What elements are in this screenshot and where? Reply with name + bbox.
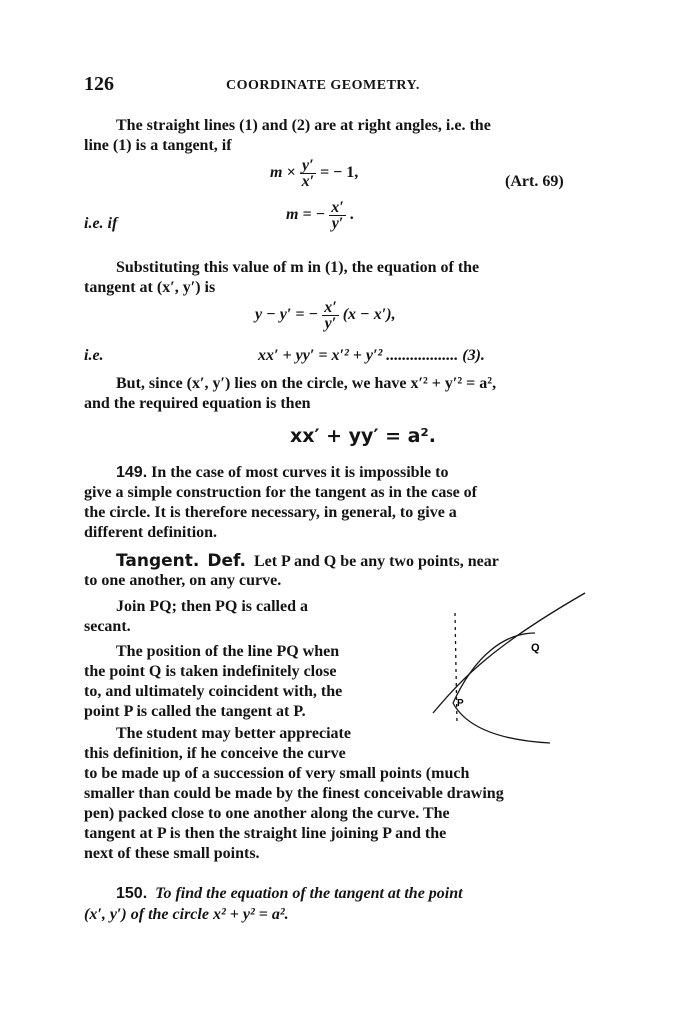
para2-line1: Substituting this value of m in (1), the equation of the xyxy=(116,259,480,276)
eq2-lhs: m = − xyxy=(286,206,326,224)
tangent-def-line2: to one another, on any curve. xyxy=(84,572,282,589)
tangent-def-line6: the point Q is taken indefinitely close xyxy=(84,663,337,680)
tangent-def-line15: next of these small points. xyxy=(84,845,260,862)
tangent-def-line12: smaller than could be made by the finest conceivable drawing xyxy=(84,785,504,802)
eq2-tail: . xyxy=(349,206,354,224)
eq1-lhs: m × xyxy=(270,164,296,182)
eq1-rhs: = − 1, xyxy=(320,164,359,182)
art-reference: (Art. 69) xyxy=(505,173,564,190)
tangent-def-line13: pen) packed close to one another along the curve. The xyxy=(84,805,450,822)
label-p: P xyxy=(457,698,464,709)
tangent-def-line8: point P is called the tangent at P. xyxy=(84,703,306,720)
para2-line2: tangent at (x′, y′) is xyxy=(84,279,216,296)
eq3-lhs: y − y′ = − xyxy=(255,306,319,324)
sec149-number: 149. xyxy=(116,464,148,481)
page-number: 126 xyxy=(84,73,114,95)
sec149-line1-text: In the case of most curves it is impossible to xyxy=(151,464,449,481)
para1-line2: line (1) is a tangent, if xyxy=(84,137,232,154)
curve-lower xyxy=(453,703,550,743)
def-label: Def. xyxy=(207,551,246,571)
tangent-term: Tangent. xyxy=(116,551,200,571)
tangent-def-line14: tangent at P is then the straight line joining P and the xyxy=(84,825,447,842)
eq3-fraction xyxy=(322,300,339,331)
secant-line xyxy=(433,593,585,713)
tangent-figure xyxy=(425,585,600,760)
tangent-def-line11: to be made up of a succession of very small points (much xyxy=(84,765,470,782)
equation-2 xyxy=(286,200,354,231)
curve-upper xyxy=(453,633,535,703)
tangent-def-line4: secant. xyxy=(84,618,131,635)
tangent-def-line3: Join PQ; then PQ is called a xyxy=(116,598,308,615)
eq2-denominator: y′ xyxy=(331,215,344,232)
eq1-fraction xyxy=(300,158,317,189)
sec149-line1 xyxy=(84,463,590,483)
para3-line1: But, since (x′, y′) lies on the circle, we have x′² + y′² = a², xyxy=(116,375,497,392)
eq2-label: i.e. if xyxy=(84,215,118,232)
sec150-number: 150. xyxy=(116,885,148,902)
sec149-line4: different definition. xyxy=(84,524,218,541)
tangent-def-line1-text: Let P and Q be any two points, near xyxy=(253,553,499,570)
running-title: COORDINATE GEOMETRY. xyxy=(226,78,420,93)
eq3-denominator: y′ xyxy=(324,315,337,332)
para1-line1: The straight lines (1) and (2) are at right angles, i.e. the xyxy=(116,117,491,134)
tangent-def-line9: The student may better appreciate xyxy=(116,725,351,742)
eq3-numerator: x′ xyxy=(324,299,337,316)
tangent-def-line7: to, and ultimately coincident with, the xyxy=(84,683,343,700)
equation-3 xyxy=(255,300,396,331)
sec149-line2: give a simple construction for the tangent as in the case of xyxy=(84,484,477,501)
equation-4: xx′ + yy′ = x′² + y′² .................. (3). xyxy=(258,347,485,364)
sec150-line1 xyxy=(116,884,463,904)
eq4-label: i.e. xyxy=(84,347,104,364)
label-q: Q xyxy=(531,642,540,654)
tangent-def-line5: The position of the line PQ when xyxy=(116,643,340,660)
sec149-line3: the circle. It is therefore necessary, in general, to give a xyxy=(84,504,457,521)
eq1-denominator: x′ xyxy=(301,173,315,190)
equation-1 xyxy=(270,158,358,189)
sec150-line1-text: To find the equation of the tangent at the point xyxy=(155,885,463,902)
eq2-fraction xyxy=(329,200,346,231)
para3-line2: and the required equation is then xyxy=(84,395,311,412)
sec150-line2: (x′, y′) of the circle x² + y² = a². xyxy=(84,906,289,923)
equation-5: xx′ + yy′ = a². xyxy=(290,425,436,447)
tangent-def-line1 xyxy=(84,551,590,572)
tangent-def-line10: this definition, if he conceive the curve xyxy=(84,745,346,762)
eq1-numerator: y′ xyxy=(300,158,317,174)
eq3-rhs: (x − x′), xyxy=(342,306,396,324)
eq2-numerator: x′ xyxy=(331,199,344,216)
